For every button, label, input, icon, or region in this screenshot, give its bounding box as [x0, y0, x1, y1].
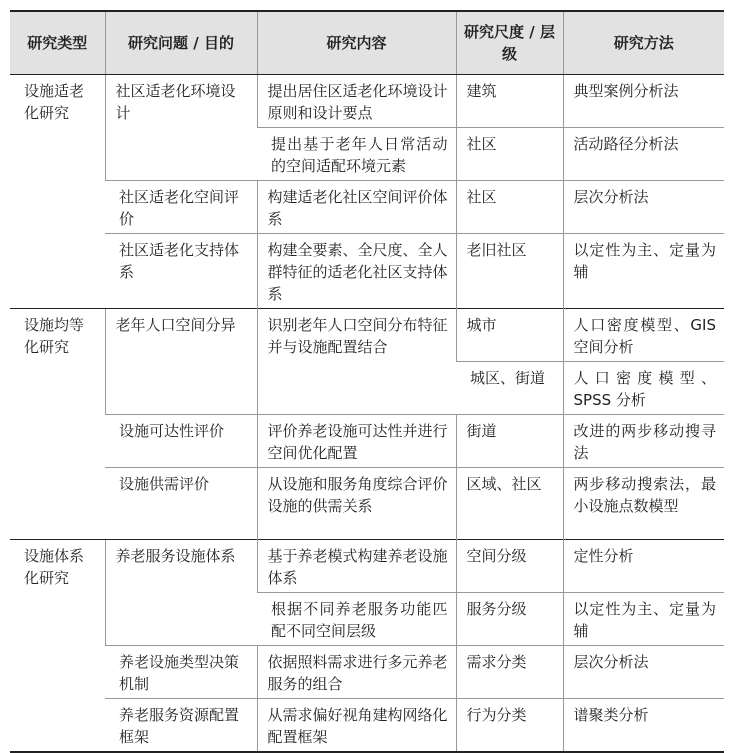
research-question-cell: 设施供需评价 [105, 467, 257, 539]
header-row [10, 11, 724, 74]
table-row [10, 467, 724, 539]
research-method-cell: 层次分析法 [563, 645, 724, 698]
research-question-cell: 社区适老化环境设计 [105, 74, 257, 180]
research-type-cell: 设施均等化研究 [10, 308, 105, 539]
research-content-cell: 提出居住区适老化环境设计原则和设计要点 [257, 74, 456, 127]
table-row [10, 180, 724, 233]
research-content-cell: 评价养老设施可达性并进行空间优化配置 [257, 414, 456, 467]
research-method-cell: 改进的两步移动搜寻法 [563, 414, 724, 467]
research-content-cell: 构建适老化社区空间评价体系 [257, 180, 456, 233]
research-method-cell: 以定性为主、定量为辅 [563, 592, 724, 645]
research-content-cell: 根据不同养老服务功能匹配不同空间层级 [257, 592, 456, 645]
research-method-cell: 典型案例分析法 [563, 74, 724, 127]
header-content: 研究内容 [257, 11, 456, 74]
table-row [10, 74, 724, 127]
research-scale-cell: 社区 [456, 180, 563, 233]
table-row [10, 698, 724, 752]
research-scale-cell: 建筑 [456, 74, 563, 127]
table-row [10, 233, 724, 308]
research-table [10, 10, 724, 753]
research-method-cell: 层次分析法 [563, 180, 724, 233]
research-type-cell: 设施体系化研究 [10, 539, 105, 752]
research-scale-cell: 区域、社区 [456, 467, 563, 539]
research-method-cell: 两步移动搜索法，最小设施点数模型 [563, 467, 724, 539]
research-question-cell: 社区适老化空间评价 [105, 180, 257, 233]
research-scale-cell: 老旧社区 [456, 233, 563, 308]
header-method: 研究方法 [563, 11, 724, 74]
table-row [10, 308, 724, 361]
research-question-cell: 老年人口空间分异 [105, 308, 257, 414]
research-scale-cell: 城区、街道 [456, 361, 563, 414]
research-method-cell: 定性分析 [563, 539, 724, 592]
research-question-cell: 设施可达性评价 [105, 414, 257, 467]
research-content-cell: 识别老年人口空间分布特征并与设施配置结合 [257, 308, 456, 414]
research-content-cell: 提出基于老年人日常活动的空间适配环境元素 [257, 127, 456, 180]
research-content-cell: 基于养老模式构建养老设施体系 [257, 539, 456, 592]
research-question-cell: 养老服务资源配置框架 [105, 698, 257, 752]
research-scale-cell: 空间分级 [456, 539, 563, 592]
research-content-cell: 从设施和服务角度综合评价设施的供需关系 [257, 467, 456, 539]
research-question-cell: 养老设施类型决策机制 [105, 645, 257, 698]
research-question-cell: 养老服务设施体系 [105, 539, 257, 645]
research-scale-cell: 行为分类 [456, 698, 563, 752]
research-content-cell: 依据照料需求进行多元养老服务的组合 [257, 645, 456, 698]
header-scale: 研究尺度 / 层级 [456, 11, 563, 74]
research-method-cell: 人口密度模型、SPSS 分析 [563, 361, 724, 414]
research-scale-cell: 街道 [456, 414, 563, 467]
research-scale-cell: 社区 [456, 127, 563, 180]
research-method-cell: 活动路径分析法 [563, 127, 724, 180]
table-row [10, 645, 724, 698]
header-question: 研究问题 / 目的 [105, 11, 257, 74]
research-content-cell: 构建全要素、全尺度、全人群特征的适老化社区支持体系 [257, 233, 456, 308]
research-content-cell: 从需求偏好视角建构网络化配置框架 [257, 698, 456, 752]
table-row [10, 539, 724, 592]
research-method-cell: 谱聚类分析 [563, 698, 724, 752]
research-method-cell: 人口密度模型、GIS 空间分析 [563, 308, 724, 361]
research-type-cell: 设施适老化研究 [10, 74, 105, 308]
research-question-cell: 社区适老化支持体系 [105, 233, 257, 308]
header-type: 研究类型 [10, 11, 105, 74]
research-method-cell: 以定性为主、定量为辅 [563, 233, 724, 308]
table-row [10, 414, 724, 467]
research-scale-cell: 需求分类 [456, 645, 563, 698]
research-scale-cell: 城市 [456, 308, 563, 361]
research-scale-cell: 服务分级 [456, 592, 563, 645]
